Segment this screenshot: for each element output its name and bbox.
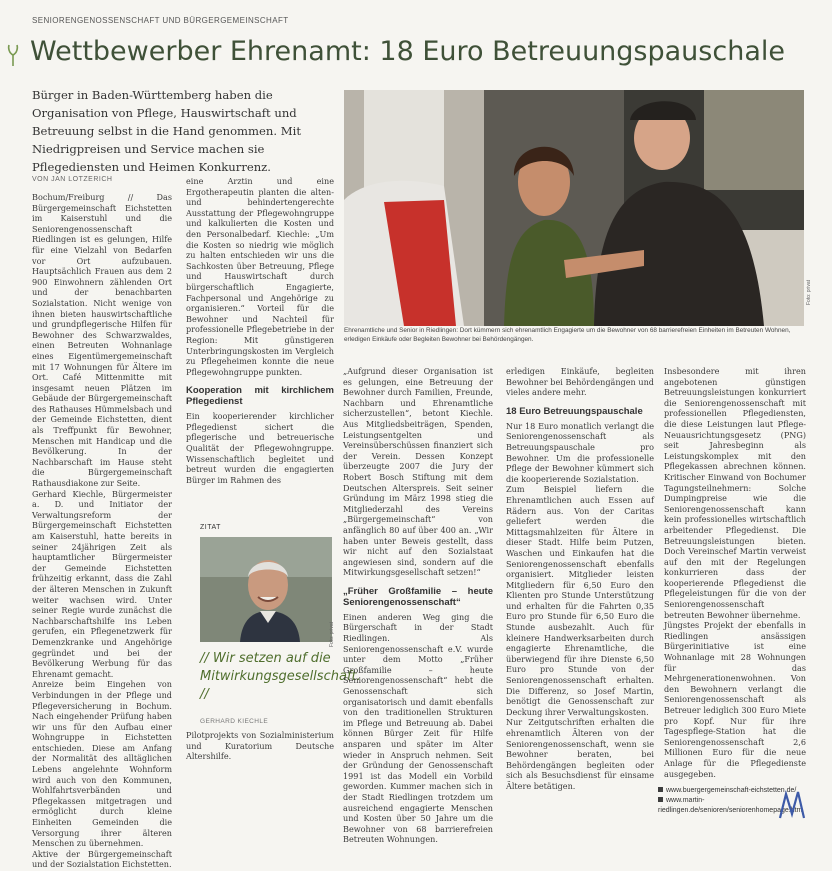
pull-quote: // Wir setzen auf die Mitwirkungsgesellschaft. // (200, 651, 361, 702)
paragraph: Nur Zeitgutschriften erhalten die ehrenamtlich Älteren von der Seniorengenossenschaft, wenn sie Bewohner beraten, bei Behördengängen begleiten oder sich als Besuchsdienst für einsame Ältere betätigen. (506, 717, 654, 791)
paragraph: eine Arztin und eine Ergotherapeutin planten die alten- und behindertengerechte Ausstattung der Pflegewohngruppe und kalkulierten die Kosten und den Personalbedarf. Kiechle: „Um die Kosten so niedrig wie möglich zu halten entschieden wir uns die Sachkosten über Betreuung, Pflege und Hauswirtschaft durch bürgerschaftlich Engagierte, Fachpersonal und Angehörige zu organisieren.“ Vorteil für die Bewohner und Nachteil für professionelle Pflegebetriebe in der Region: Mit günstigeren Unterbringungskosten im Vergleich zu Pflegeheimen konnte die neue Pflegewohngruppe punkten. (186, 176, 334, 377)
subhead: „Früher Großfamilie – heute Seniorengenossenschaft“ (343, 585, 493, 608)
photo-credit: Foto: privat (329, 622, 335, 648)
portrait-photo (200, 537, 332, 642)
byline: VON JAN LOTZERICH (32, 176, 113, 183)
main-photo (344, 90, 804, 326)
paragraph: erledigen Einkäufe, begleiten Bewohner bei Behördengängen und vieles andere mehr. (506, 366, 654, 398)
column-4 (506, 366, 654, 858)
publisher-logo-icon (776, 788, 810, 824)
quote-author: GERHARD KIECHLE (200, 718, 269, 725)
link-text[interactable]: www.buergergemeinschaft-eichstetten.de/ (666, 787, 797, 794)
column-5 (664, 366, 806, 779)
column-2 (186, 176, 334, 485)
paragraph: Zum Beispiel liefern die Ehrenamtlichen auch Essen auf Rädern aus. Von der Caritas geliefert werden die Mittagsmahlzeiten für Ältere in dieser Stadt. Hilfe beim Putzen, Waschen und Einkaufen hat die Seniorengenossenschaft ebenfalls organisiert. Mitglieder leisten Mitgliedern für 6,50 Euro den Klienten pro Stunde Unterstützung und erhalten für die Fahrten 0,35 Euro pro Stunde für 6,50 Euro die Stunde ausbezahlt. Auch für kleinere Handwerksarbeiten durch engagierte Ehrenamtliche, die überwiegend für ihre Dienste 6,50 Euro pro Stunde von der Seniorengenossenschaft erhalten. Die Differenz, so Josef Martin, benötigt die Genossenschaft zur Deckung ihrer Verwaltungskosten. (506, 484, 654, 717)
paragraph: Pilotprojekts von Sozialministerium und Kuratorium Deutsche Altershilfe. (186, 730, 334, 762)
column-3 (343, 366, 493, 858)
column-1 (32, 192, 172, 870)
lead-paragraph: Bürger in Baden-Württemberg haben die Organisation von Pflege, Hauswirtschaft und Betreuung selbst in die Hand genommen. Mit Niedrigpreisen und Service machen sie Pflegediensten und Heimen Konkurrenz. (32, 88, 301, 174)
quote-label: ZITAT (200, 524, 221, 531)
subhead: 18 Euro Betreuungspauschale (506, 405, 643, 417)
paragraph: Bochum/Freiburg // Das Bürgergemeinschaft Eichstetten im Kaiserstuhl und die Seniorengenossenschaft Riedlingen ist es gelungen, Hilfe für eine Vielzahl von Bedarfen vor Ort aufzubauen. Hauptsächlich Frauen aus dem 2 900 Einwohnern zählenden Ort und der benachbarten Sozialstation. Nicht wenige von ihnen bieten hauswirtschaftliche und grundpflegerische Hilfen für Bewohner des Schwarzwaldes, einen Betreuten Wohnanlage eines Eigentümergemeinschaft mit 17 Wohnungen für Ältere im Ort. Café Mittenmitte mit insgesamt neuen Plätzen im Gebäude der Bürgergemeinschaft des Rathauses Hümmelsbach und der Gemeinde Eichstetten, dient als Treffpunkt für Bewohner, Menschen mit Handicap und die Bevölkerung. In der Nachbarschaft im Hause steht die Bürgergemeinschaft Rathausdiakone zur Seite. (32, 192, 172, 489)
headline: Wettbewerber Ehrenamt: 18 Euro Betreuungspauschale (30, 36, 785, 67)
paragraph: Einen anderen Weg ging die Bürgerschaft in der Stadt Riedlingen. Als Seniorengenossenschaft e.V. wurde unter dem Motto „Früher Großfamilie – heute Seniorengenossenschaft“ hebt die Genossenschaft sich organisatorisch und damit ebenfalls von den traditionellen Strukturen im Pflege und Betreuung ab. Dabei können Bürger Zeit für Hilfe ansparen und später im Alter wieder in Anspruch nehmen. Seit der Gründung der Genossenschaft 1991 ist das Modell ein Vorbild geworden. Kummer machen sich in der Stadt Riedlingen trotzdem um ausreichend engagierte Menschen und Kosten über 50 Jahre um die Bewohner von 68 barrierefreien Betreuten Wohnungen. (343, 611, 493, 845)
photo-caption: Ehrenamtliche und Senior in Riedlingen: Dort kümmern sich ehrenamtlich Engagierte um die Bewohner von 68 barrierefreien Einheiten im Betreuten Wohnen, erledigen Einkäufe oder Begleiten Bewohner bei Behördengängen. (344, 327, 791, 343)
paragraph: Insbesondere mit ihren angebotenen günstigen Betreuungsleistungen konkurriert die Seniorengenossenschaft mit professionellen Pflegediensten, die diese Leistungen laut Pflege-Neuausrichtungsgesetz (PNG) seit Jahresbeginn als Leistungskomplex mit den Pflegekassen abrechnen können. Kritischer Einwand von Bochumer Tagungsteilnehmern: Solche Dumpingpreise wie die Seniorengenossenschaft kann kein professionelles wirtschaftlich arbeitender Pflegedienst. Die Betreuungsleistungen bieten. Doch Vereinschef Martin verweist auf den mit der Regelungen konkurrieren dass der kooperierende Pflegedienst die Pflegeleistungen für die von der Seniorengenossenschaft betreuten Bewohner übernehme. (664, 366, 806, 620)
bullet-square-icon (658, 787, 663, 792)
section-kicker: SENIORENGENOSSENSCHAFT UND BÜRGERGEMEINSCHAFT (32, 16, 289, 25)
paragraph: Anreize beim Eingehen von Verbindungen in der Pflege und Pflegeversicherung in Bochum. Nach eingehender Prüfung haben wir uns für den Aufbau einer Wohngruppe in Eichstetten entschieden. Diese am Anfang der Normalität des alltäglichen Lebens angelehnte Wohnform wird auch von den Kommunen, Wohlfahrtsverbänden und Pflegekassen mitgetragen und ermöglicht durch kleine Einheiten Gemeinden die Versorgung ihrer älteren Menschen zu übernehmen. (32, 679, 172, 849)
paragraph: Aktive der Bürgergemeinschaft und der Sozialstation Eichstetten. (32, 848, 172, 870)
photo-credit: Foto: privat (806, 280, 812, 306)
paragraph: Ein kooperierender kirchlicher Pflegedienst sichert die pflegerische und betreuerische Qualität der Pflegewohngruppe. Wissenschaftlich begleitet und betreut wurden die engagierten Bürger im Rahmen des (186, 411, 334, 485)
bullet-square-icon (658, 797, 663, 802)
link-text[interactable]: www.martin-riedlingen.de/senioren/seniorenhomepage.htm (658, 797, 803, 814)
paragraph: Nur 18 Euro monatlich verlangt die Seniorengenossenschaft als Betreuungspauschale pro Bewohner. Um die professionelle Pflege der Bewohner kümmert sich die kooperierende Sozialstation. (506, 420, 654, 484)
leaf-icon (6, 44, 20, 66)
paragraph: Gerhard Kiechle, Bürgermeister a. D. und Initiator der Verwaltungsreform der Bürgergemeinschaft Eichstetten am Kaiserstuhl, hatte bereits in seiner 24jährigen Zeit als hauptamtlicher Bürgermeister der Gemeinde Eichstetten frühzeitig erkannt, dass die Zahl der älteren Menschen in Zukunft weiter wachsen wird. Unter seiner Regie wurde zunächst die Nachbarschaftshilfe ins Leben gerufen, ein Pflegenetzwerk für Demenzkranke und Angehörige gegründet und bei der Bevölkerung Werbung für das Ehrenamt gemacht. (32, 488, 172, 679)
column-2-bottom (186, 730, 334, 858)
paragraph: Jüngstes Projekt der ebenfalls in Riedlingen ansässigen Bürgerinitiative ist eine Wohnanlage mit 28 Wohnungen für das Mehrgenerationenwohnen. Von den Bewohnern verlangt die Seniorengenossenschaft als Betreuer lediglich 300 Euro Miete pro Kopf. Nur für ihre Tagespflege-Station hat die Seniorengenossenschaft 2,6 Millionen Euro für die neue Anlage für die Pflegedienste ausgegeben. (664, 620, 806, 779)
subhead: Kooperation mit kirchlichem Pflegedienst (186, 385, 334, 408)
paragraph: „Aufgrund dieser Organisation ist es gelungen, eine Betreuung der Bewohner durch Familien, Freunde, Nachbarn und Ehrenamtliche sicherzustellen“, betont Kiechle. Aus Mitgliedsbeiträgen, Spenden, Leistungsentgelten und Vereinsüberschüssen finanziert sich der Verein. Dessen Konzept überzeugte 2007 die Jury der Robert Bosch Stiftung mit dem Deutschen Alterspreis. Seit seiner Gründung im März 1998 stieg die Mitgliederzahl des Vereins „Bürgergemeinschaft“ von anfänglich 80 auf über 400 an. „Wir haben unter Beweis gestellt, dass wir nicht auf den Sozialstaat angewiesen sind, sondern auf die Mitwirkungsgesellschaft setzen!“ (343, 366, 493, 578)
